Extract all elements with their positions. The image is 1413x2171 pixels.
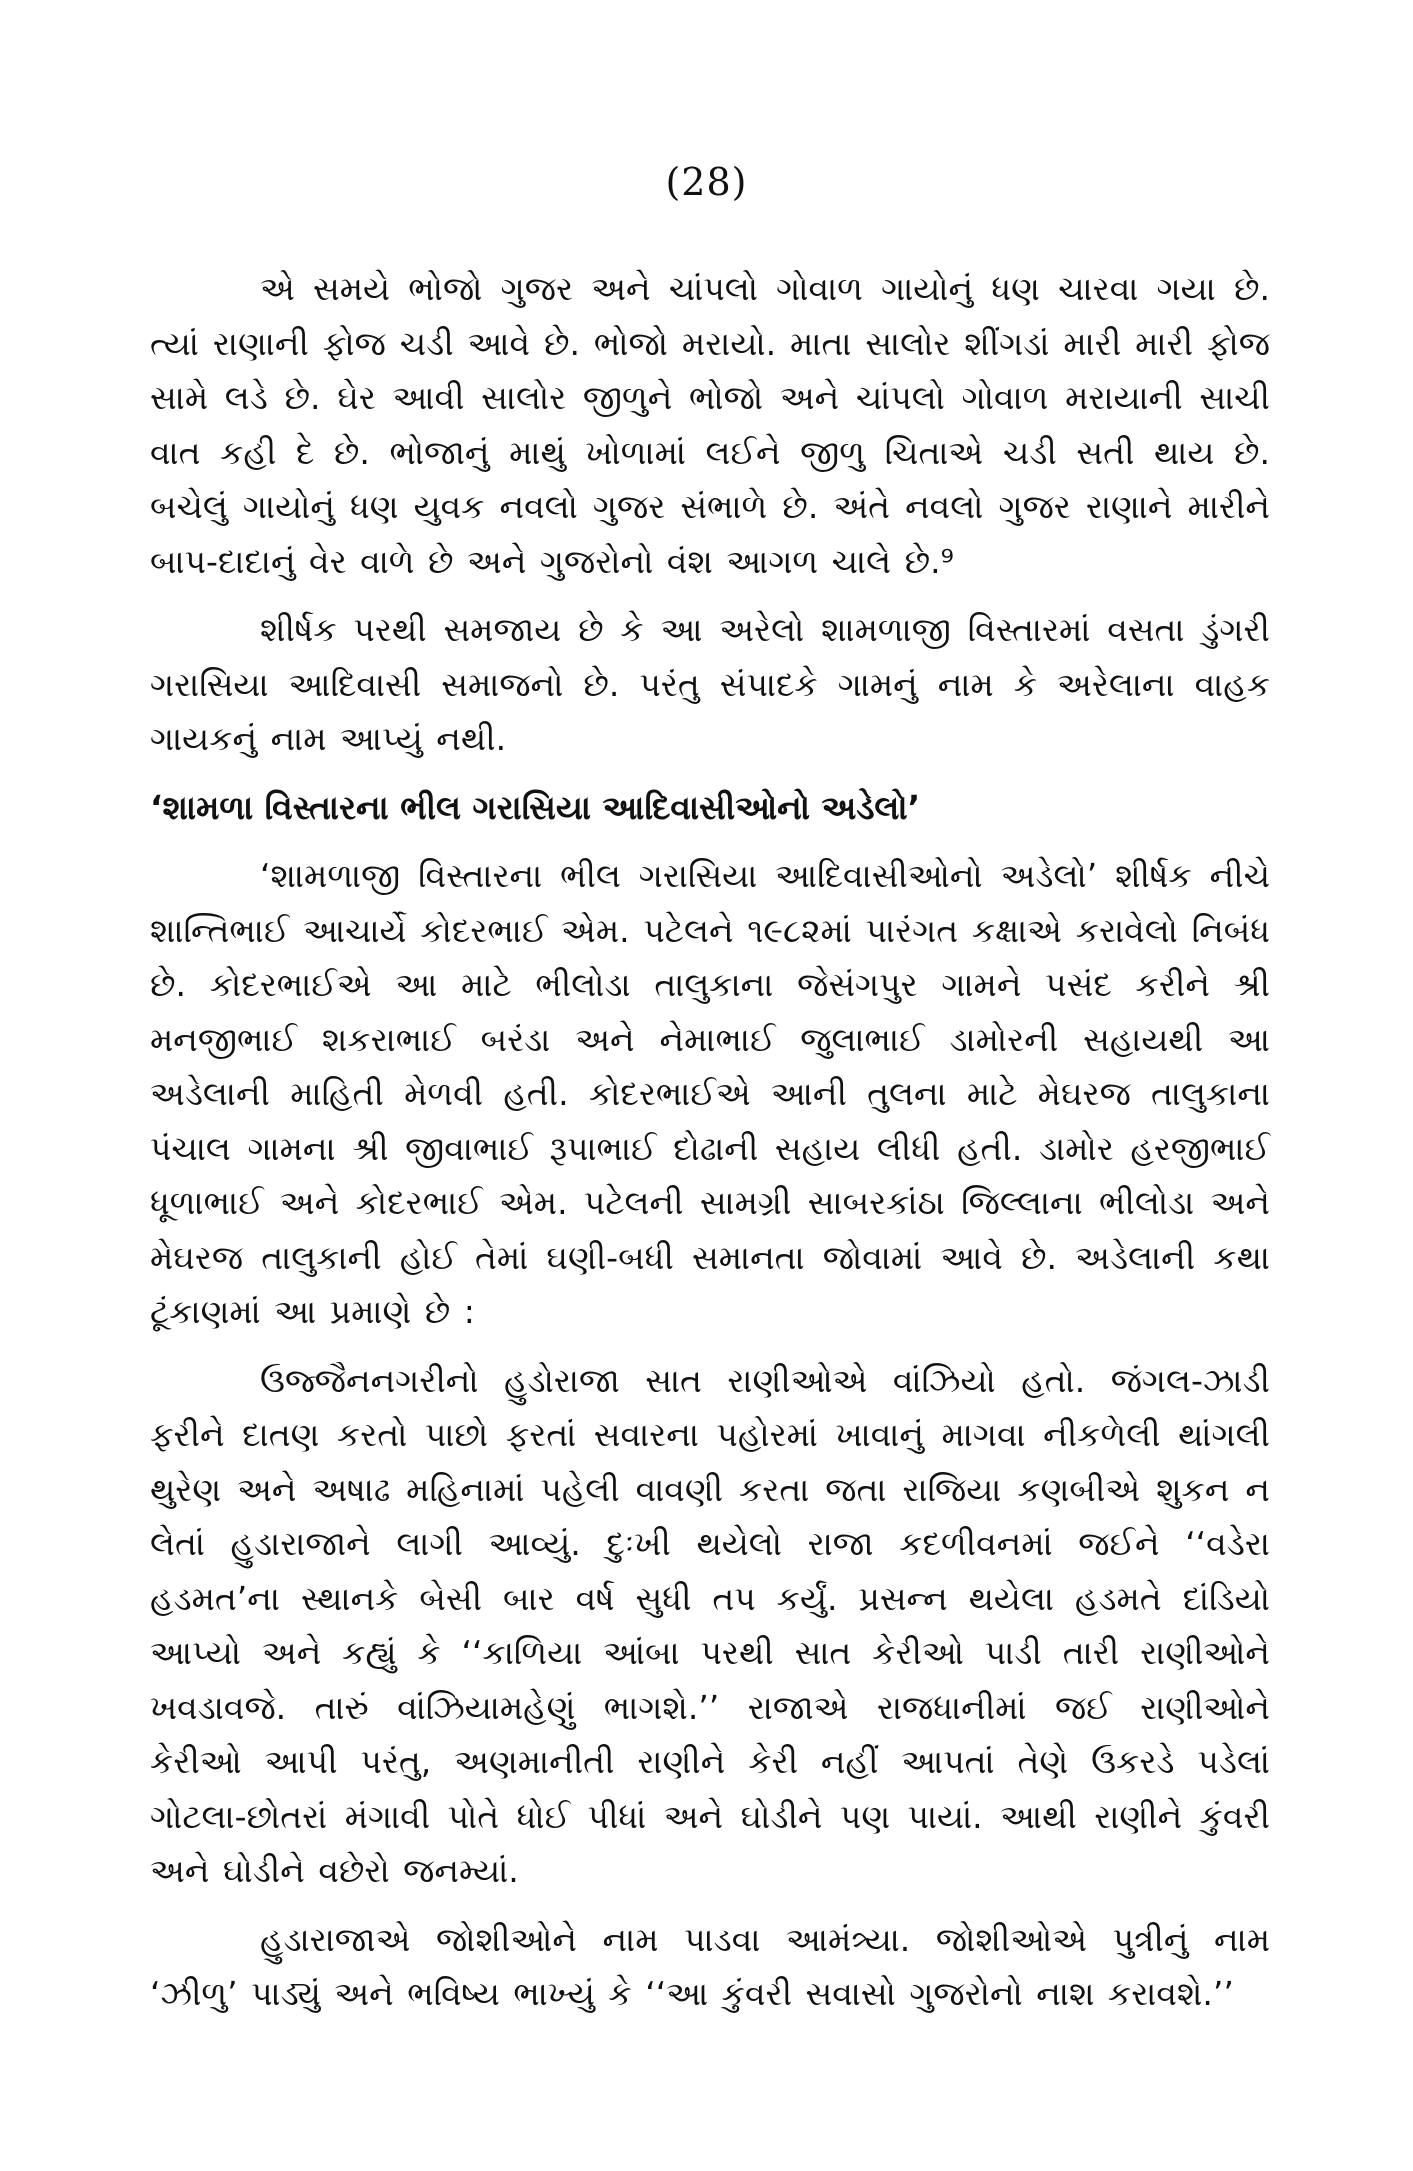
section-heading: ‘શામળા વિસ્તારના ભીલ ગરાસિયા આદિવાસીઓનો અડેલો’ xyxy=(150,787,921,827)
paragraph-2: શીર્ષક પરથી સમજાય છે કે આ અરેલો શામળાજી વિસ્તારમાં વસતા ડુંગરી ગરાસિયા આદિવાસી સમાજનો છે. પરંતુ સંપાદકે ગામનું નામ કે અરેલાના વાહક ગાયકનું નામ આપ્યું નથી. xyxy=(150,610,1270,758)
paragraph-3: ‘શામળાજી વિસ્તારના ભીલ ગરાસિયા આદિવાસીઓનો અડેલો’ શીર્ષક નીચે શાન્તિભાઈ આચાર્યે કોદરભાઈ એમ. પટેલને ૧૯૮૨માં પારંગત કક્ષાએ કરાવેલો નિબંધ છે. કોદરભાઈએ આ માટે ભીલોડા તાલુકાના જેસંગપુર ગામને પસંદ કરીને શ્રી મનજીભાઈ શકરાભાઈ બરંડા અને નેમાભાઈ જુલાભાઈ ડામોરની સહાયથી આ અડેલાની માહિતી મેળવી હતી. કોદરભાઈએ આની તુલના માટે મેઘરજ તાલુકાના પંચાલ ગામના શ્રી જીવાભાઈ રૂપાભાઈ દોઢાની સહાય લીધી હતી. ડામોર હરજીભાઈ ધૂળાભાઈ અને કોદરભાઈ એમ. પટેલની સામગ્રી સાબરકાંઠા જિલ્લાના ભીલોડા અને મેઘરજ તાલુકાની હોઈ તેમાં ઘણી-બધી સમાનતા જોવામાં આવે છે. અડેલાની કથા ટૂંકાણમાં આ પ્રમાણે છે : xyxy=(150,856,1270,1331)
page-number: (28) xyxy=(665,160,748,204)
body-text xyxy=(150,262,1270,2036)
paragraph-4: ઉજ્જૈનનગરીનો હુડોરાજા સાત રાણીઓએ વાંઝિયો હતો. જંગલ-ઝાડી ફરીને દાતણ કરતો પાછો ફરતાં સવારના પહોરમાં ખાવાનું માગવા નીકળેલી થાંગલી થુરેણ અને અષાઢ મહિનામાં પહેલી વાવણી કરતા જતા રાજિયા કણબીએ શુકન ન લેતાં હુડારાજાને લાગી આવ્યું. દુઃખી થયેલો રાજા કદળીવનમાં જઈને ‘‘વડેરા હડમત’ના સ્થાનકે બેસી બાર વર્ષ સુધી તપ કર્યું. પ્રસન્ન થયેલા હડમતે દાંડિયો આપ્યો અને કહ્યું કે ‘‘કાળિયા આંબા પરથી સાત કેરીઓ પાડી તારી રાણીઓને ખવડાવજે. તારું વાંઝિયામહેણું ભાગશે.’’ રાજાએ રાજધાનીમાં જઈ રાણીઓને કેરીઓ આપી પરંતુ, અણમાનીતી રાણીને કેરી નહીં આપતાં તેણે ઉકરડે પડેલાં ગોટલા-છોતરાં મંગાવી પોતે ધોઈ પીધાં અને ઘોડીને પણ પાયાં. આથી રાણીને કુંવરી અને ઘોડીને વછેરો જનમ્યાં. xyxy=(150,1360,1270,1890)
paragraph-5: હુડારાજાએ જોશીઓને નામ પાડવા આમંત્ર્યા. જોશીઓએ પુત્રીનું નામ ‘ઝીળુ’ પાડ્યું અને ભવિષ્ય ભાખ્યું કે ‘‘આ કુંવરી સવાસો ગુજરોનો નાશ કરાવશે.’’ xyxy=(150,1919,1270,2013)
paragraph-1: એ સમયે ભોજો ગુજર અને ચાંપલો ગોવાળ ગાયોનું ધણ ચારવા ગયા છે. ત્યાં રાણાની ફોજ ચડી આવે છે. ભોજો મરાયો. માતા સાલોર શીંગડાં મારી મારી ફોજ સામે લડે છે. ઘેર આવી સાલોર જીળુને ભોજો અને ચાંપલો ગોવાળ મરાયાની સાચી વાત કહી દે છે. ભોજાનું માથું ખોળામાં લઈને જીળુ ચિતાએ ચડી સતી થાય છે. બચેલું ગાયોનું ધણ યુવક નવલો ગુજર સંભાળે છે. અંતે નવલો ગુજર રાણાને મારીને બાપ-દાદાનું વેર વાળે છે અને ગુજરોનો વંશ આગળ ચાલે છે.⁹ xyxy=(150,269,1270,581)
